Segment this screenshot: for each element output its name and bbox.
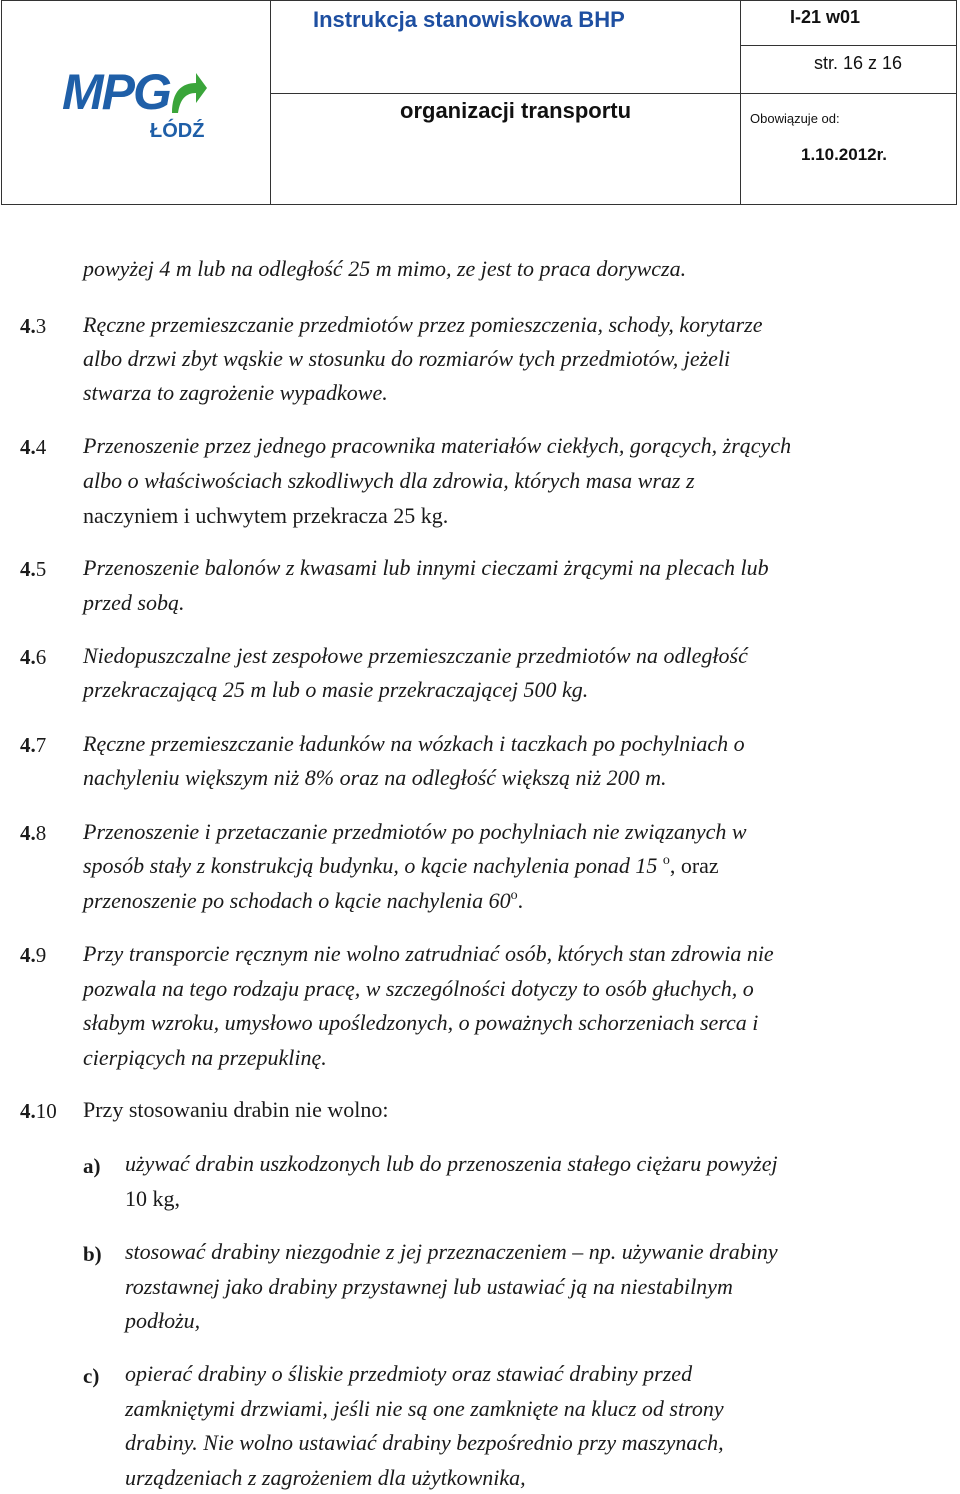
subitem-label: a) xyxy=(83,1154,101,1178)
subitem-text-line: 10 kg, xyxy=(125,1186,180,1211)
item-text-line: Przy stosowaniu drabin nie wolno: xyxy=(83,1097,389,1122)
effective-date: 1.10.2012r. xyxy=(801,145,888,164)
item-number: 4.7 xyxy=(20,733,47,757)
item-text-line: albo drzwi zbyt wąskie w stosunku do rozmiarów tych przedmiotów, jeżeli xyxy=(83,346,731,371)
arrow-icon xyxy=(168,69,208,119)
item-text-line: sposób stały z konstrukcją budynku, o kącie nachylenia ponad 15 $^o$, oraz xyxy=(83,853,719,878)
item-number: 4.5 xyxy=(20,557,47,581)
subitem-text-line: urządzeniach z zagrożeniem dla użytkownika, xyxy=(125,1465,526,1490)
document-title: Instrukcja stanowiskowa BHP xyxy=(313,7,625,32)
intro-text: powyżej 4 m lub na odległość 25 m mimo, ze jest to praca dorywcza. xyxy=(83,256,687,281)
subitem-text-line: podłożu, xyxy=(125,1308,201,1333)
subitem-label: b) xyxy=(83,1242,102,1266)
item-number: 4.6 xyxy=(20,645,47,669)
subitem-text-line: drabiny. Nie wolno ustawiać drabiny bezpośrednio przy maszynach, xyxy=(125,1430,724,1455)
document-header xyxy=(1,0,957,205)
header-divider xyxy=(270,93,956,94)
item-text-line: Przenoszenie przez jednego pracownika materiałów ciekłych, gorących, żrących xyxy=(83,433,792,458)
page-number: str. 16 z 16 xyxy=(814,53,903,73)
header-divider xyxy=(740,45,956,46)
header-divider xyxy=(270,1,271,204)
item-text-line: pozwala na tego rodzaju pracę, w szczególności dotyczy to osób głuchych, o xyxy=(83,976,754,1001)
item-text-line: słabym wzroku, umysłowo upośledzonych, o poważnych schorzeniach serca i xyxy=(83,1010,759,1035)
subitem-text-line: używać drabin uszkodzonych lub do przenoszenia stałego ciężaru powyżej xyxy=(125,1151,778,1176)
subitem-text-line: opierać drabiny o śliskie przedmioty oraz stawiać drabiny przed xyxy=(125,1361,693,1386)
item-text-line: Przenoszenie i przetaczanie przedmiotów po pochylniach nie związanych w xyxy=(83,819,747,844)
item-text-line: Ręczne przemieszczanie przedmiotów przez pomieszczenia, schody, korytarze xyxy=(83,312,763,337)
item-text-line: Ręczne przemieszczanie ładunków na wózkach i taczkach po pochylniach o xyxy=(83,731,745,756)
item-text-line: przekraczającą 25 m lub o masie przekraczającej 500 kg. xyxy=(83,677,589,702)
item-text-line: stwarza to zagrożenie wypadkowe. xyxy=(83,380,388,405)
item-text-line: Niedopuszczalne jest zespołowe przemieszczanie przedmiotów na odległość xyxy=(83,643,748,668)
header-divider xyxy=(740,1,741,204)
item-number: 4.8 xyxy=(20,821,47,845)
item-number: 4.9 xyxy=(20,943,47,967)
item-text-line: Przenoszenie balonów z kwasami lub innymi cieczami żrącymi na plecach lub xyxy=(83,555,769,580)
item-number: 4.3 xyxy=(20,314,47,338)
document-code: I-21 w01 xyxy=(790,7,861,27)
subitem-text-line: zamkniętymi drzwiami, jeśli nie są one zamknięte na klucz od strony xyxy=(125,1396,724,1421)
document-subtitle: organizacji transportu xyxy=(400,98,632,123)
item-text-line: naczyniem i uchwytem przekracza 25 kg. xyxy=(83,503,449,528)
item-number: 4.4 xyxy=(20,435,47,459)
item-text-line: przenoszenie po schodach o kącie nachylenia 60$^o$. xyxy=(83,888,524,913)
item-number: 4.10 xyxy=(20,1099,57,1123)
item-text-line: przed sobą. xyxy=(83,590,185,615)
subitem-text-line: stosować drabiny niezgodnie z jej przeznaczeniem – np. używanie drabiny xyxy=(125,1239,778,1264)
item-text-line: albo o właściwościach szkodliwych dla zdrowia, których masa wraz z xyxy=(83,468,695,493)
item-text-line: nachyleniu większym niż 8% oraz na odległość większą niż 200 m. xyxy=(83,765,667,790)
item-text-line: cierpiących na przepuklinę. xyxy=(83,1045,327,1070)
subitem-label: c) xyxy=(83,1364,100,1388)
item-text-line: Przy transporcie ręcznym nie wolno zatrudniać osób, których stan zdrowia nie xyxy=(83,941,774,966)
logo-city: ŁÓDŹ xyxy=(150,120,205,142)
logo-text: MPG xyxy=(62,64,170,120)
company-logo xyxy=(62,63,212,153)
effective-label: Obowiązuje od: xyxy=(750,111,840,126)
subitem-text-line: rozstawnej jako drabiny przystawnej lub ustawiać ją na niestabilnym xyxy=(125,1274,733,1299)
